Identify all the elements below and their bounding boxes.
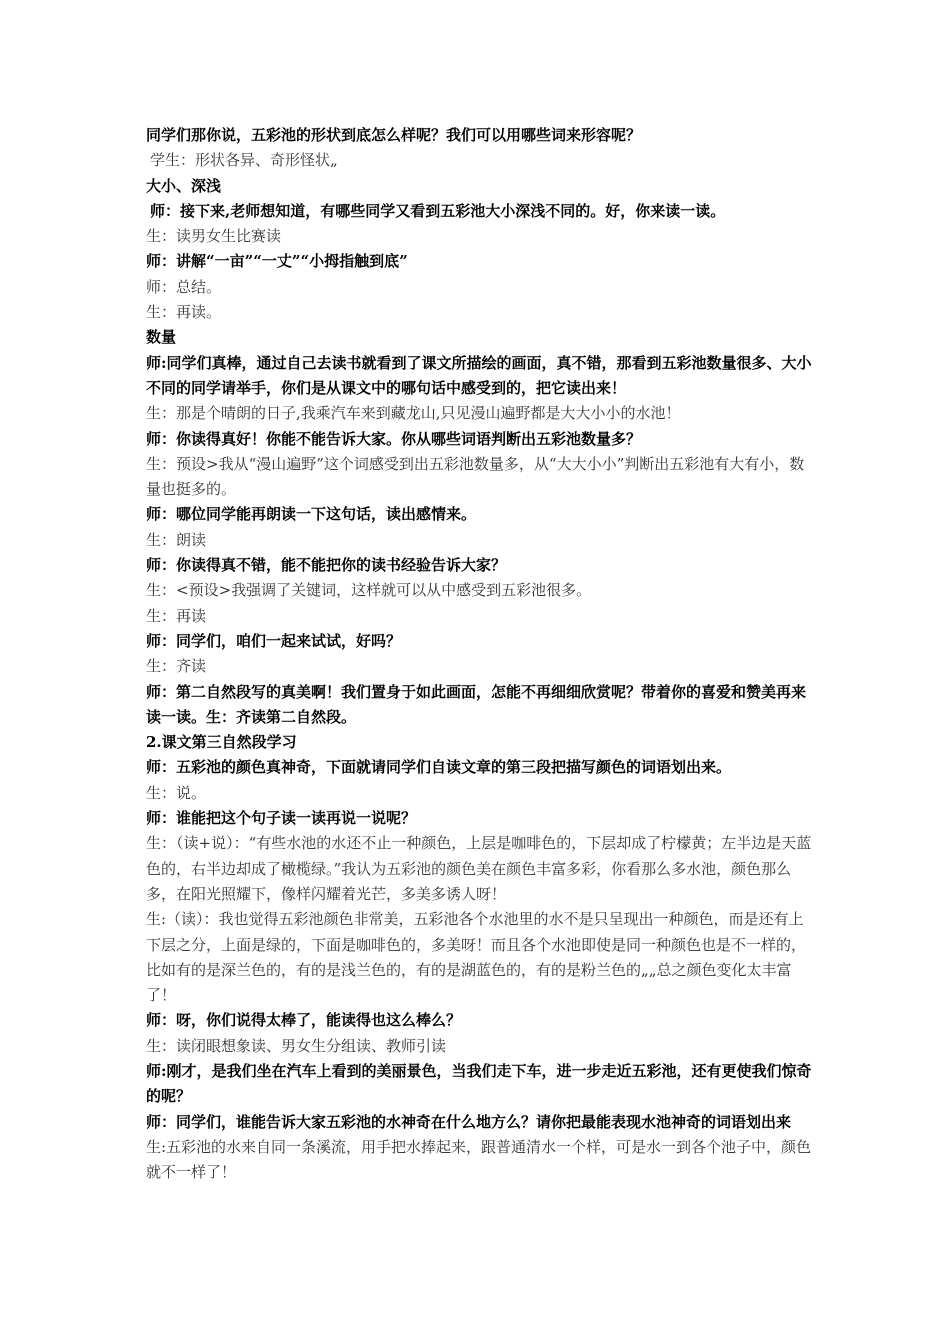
section-heading: 数量: [146, 328, 177, 347]
paragraph: 师：第二自然段写的真美啊！我们置身于如此画面，怎能不再细细欣赏呢？带着你的喜爱和赞美再来读一读。生：齐读第二自然段。: [146, 682, 807, 726]
paragraph: 师：讲解“一亩”“一丈”“小拇指触到底”: [146, 252, 408, 271]
paragraph: 生：说。: [146, 783, 207, 802]
paragraph: 生：那是个晴朗的日子,我乘汽车来到藏龙山,只见漫山遍野都是大大小小的水池！: [146, 404, 681, 423]
paragraph: 生：预设>我从“漫山遍野”这个词感受到出五彩池数量多，从“大大小小”判断出五彩池有大有小，数量也挺多的。: [146, 454, 805, 499]
paragraph: 师：你读得真不错，能不能把你的读书经验告诉大家？: [146, 556, 507, 575]
paragraph: 生：（读+说）：“有些水池的水还不止一种颜色，上层是咖啡色的，下层却成了柠檬黄；左半边是天蓝色的，右半边却成了橄榄绿。”我认为五彩池的颜色美在颜色丰富多彩，你看那么多水池，颜色那么多，在阳光照耀下，像样闪耀着光芒，多美多诱人呀！: [146, 834, 812, 903]
paragraph: 师：同学们，谁能告诉大家五彩池的水神奇在什么地方么？请你把最能表现水池神奇的词语划出来: [146, 1112, 792, 1131]
paragraph: 同学们那你说，五彩池的形状到底怎么样呢？我们可以用哪些词来形容呢？: [146, 126, 642, 144]
paragraph: 比如有的是深兰色的，有的是浅兰色的，有的是湖蓝色的，有的是粉兰色的„„总之颜色变化太丰富了！: [146, 960, 792, 1005]
paragraph: 师：谁能把这个句子读一读再说一说呢？: [146, 809, 417, 828]
paragraph: 师：呀，你们说得太棒了，能读得也这么棒么？: [146, 1011, 462, 1030]
paragraph: 师：哪位同学能再朗读一下这句话，读出感情来。: [146, 505, 477, 524]
paragraph: 师:刚才，是我们坐在汽车上看到的美丽景色，当我们走下车，进一步走近五彩池，还有更使我们惊奇的呢？: [146, 1061, 812, 1106]
paragraph: 师：五彩池的颜色真神奇，下面就请同学们自读文章的第三段把描写颜色的词语划出来。: [146, 758, 732, 777]
section-heading: 大小、深浅: [146, 176, 222, 195]
paragraph: 生：<预设>我强调了关键词，这样就可以从中感受到五彩池很多。: [146, 581, 592, 600]
paragraph: 学生：形状各异、奇形怪状„: [150, 151, 338, 170]
paragraph: 生：朗读: [146, 530, 207, 549]
paragraph: 生:五彩池的水来自同一条溪流，用手把水捧起来，跟普通清水一个样，可是水一到各个池子中，颜色就不一样了！: [146, 1137, 812, 1182]
paragraph: 生:（读）：我也觉得五彩池颜色非常美，五彩池各个水池里的水不是只呈现出一种颜色，而是还有上下层之分，上面是绿的，下面是咖啡色的，多美呀！而且各个水池即使是同一种颜色也是不一样的，: [146, 910, 807, 954]
paragraph: 生：再读。: [146, 303, 222, 322]
paragraph: 生：齐读: [146, 657, 207, 676]
section-heading: 2.课文第三自然段学习: [146, 733, 297, 752]
paragraph: 生：读闭眼想象读、男女生分组读、教师引读: [146, 1036, 447, 1055]
paragraph: 生：再读: [146, 606, 207, 625]
paragraph: 师：接下来,老师想知道，有哪些同学又看到五彩池大小深浅不同的。好，你来读一读。: [150, 201, 726, 220]
document-body: [146, 123, 814, 1185]
paragraph: 师：总结。: [146, 277, 222, 296]
paragraph: 师:同学们真棒，通过自己去读书就看到了课文所描绘的画面，真不错，那看到五彩池数量很多、大小不同的同学请举手，你们是从课文中的哪句话中感受到的，把它读出来！: [146, 353, 812, 397]
paragraph: 生：读男女生比赛读: [146, 227, 282, 246]
paragraph: 师：同学们，咱们一起来试试，好吗？: [146, 631, 402, 650]
paragraph: 师：你读得真好！你能不能告诉大家。你从哪些词语判断出五彩池数量多？: [146, 429, 642, 448]
